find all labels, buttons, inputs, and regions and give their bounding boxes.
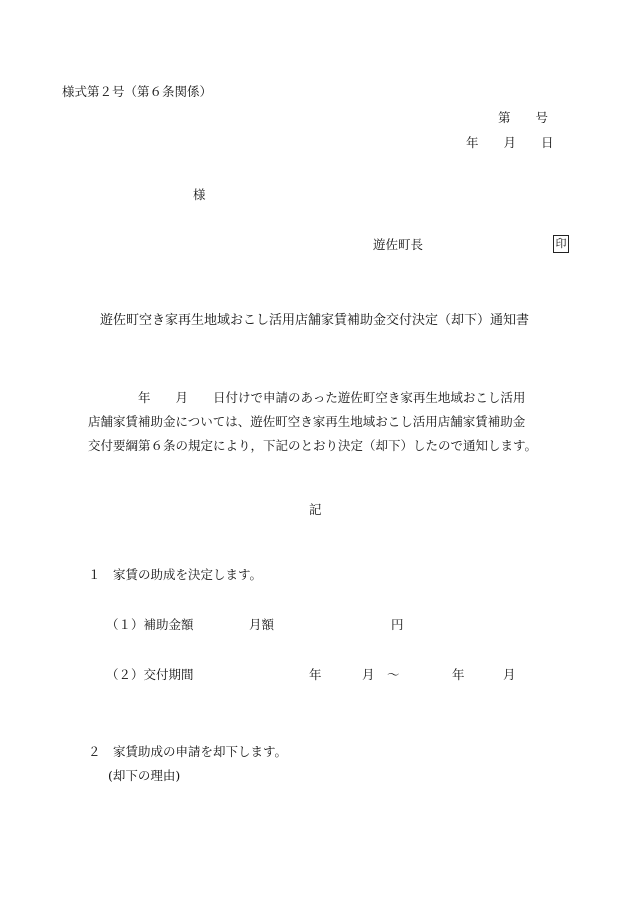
subsidy-amount-label: （１）補助金額 bbox=[106, 617, 194, 632]
body-line-1: 年 月 日付けで申請のあった遊佐町空き家再生地域おこし活用 bbox=[138, 390, 526, 405]
period-start-month: 月 ～ bbox=[362, 667, 400, 682]
period-start-year: 年 bbox=[309, 667, 322, 682]
issuer-name: 遊佐町長 bbox=[373, 237, 424, 252]
period-end-month: 月 bbox=[503, 667, 516, 682]
body-line-2: 店舗家賃補助金については、遊佐町空き家再生地域おこし活用店舗家賃補助金 bbox=[88, 414, 526, 429]
body-line-3: 交付要綱第６条の規定により，下記のとおり決定（却下）したので通知します。 bbox=[88, 438, 538, 453]
grant-period-label: （２）交付期間 bbox=[106, 667, 194, 682]
document-date: 年 月 日 bbox=[466, 135, 554, 150]
document-title: 遊佐町空き家再生地域おこし活用店舗家賃補助金交付決定（却下）通知書 bbox=[100, 313, 530, 328]
seal-mark: 印 bbox=[553, 235, 569, 253]
monthly-label: 月額 bbox=[249, 617, 275, 632]
form-label: 様式第２号（第６条関係） bbox=[62, 84, 213, 99]
section-2-heading: ２ 家賃助成の申請を却下します。 bbox=[88, 744, 288, 759]
rejection-reason-label: (却下の理由) bbox=[108, 768, 181, 783]
yen-label: 円 bbox=[391, 617, 404, 632]
document-number: 第 号 bbox=[498, 110, 549, 125]
period-end-year: 年 bbox=[452, 667, 465, 682]
addressee-suffix: 様 bbox=[193, 187, 206, 202]
section-1-heading: １ 家賃の助成を決定します。 bbox=[88, 567, 263, 582]
ki-heading: 記 bbox=[309, 502, 322, 517]
